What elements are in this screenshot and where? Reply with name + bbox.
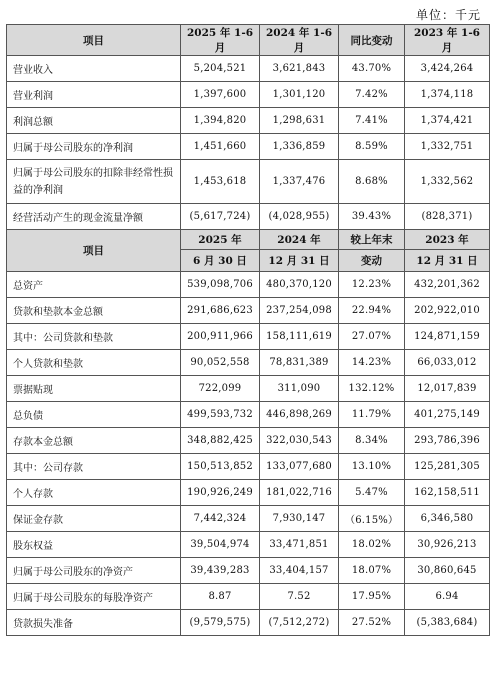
balance-section	[7, 272, 490, 636]
cell-v2: 1,301,120	[260, 82, 339, 108]
cell-v1: 291,686,623	[181, 298, 260, 324]
cell-v4: 1,374,421	[405, 108, 490, 134]
unit-label: 单位：千元	[415, 8, 481, 22]
table-row	[7, 376, 490, 402]
table-row	[7, 272, 490, 298]
table-header-row	[7, 230, 490, 250]
cell-v4: 1,332,562	[405, 160, 490, 204]
table-row	[7, 584, 490, 610]
table-row	[7, 610, 490, 636]
table-row	[7, 454, 490, 480]
cell-v4: 12,017,839	[405, 376, 490, 402]
header-change-b: 变动	[339, 250, 405, 272]
cell-v4: 30,926,213	[405, 532, 490, 558]
cell-v4: 125,281,305	[405, 454, 490, 480]
table-row	[7, 56, 490, 82]
cell-v2: 33,404,157	[260, 558, 339, 584]
table-row	[7, 134, 490, 160]
row-label: 票据贴现	[7, 376, 181, 402]
table-row	[7, 298, 490, 324]
cell-v3: 18.02%	[339, 532, 405, 558]
cell-v3: 7.42%	[339, 82, 405, 108]
cell-v3: 8.59%	[339, 134, 405, 160]
cell-v4: 202,922,010	[405, 298, 490, 324]
cell-v2: 158,111,619	[260, 324, 339, 350]
row-label: 经营活动产生的现金流量净额	[7, 204, 181, 230]
cell-v4: (5,383,684)	[405, 610, 490, 636]
table-row	[7, 350, 490, 376]
row-label: 归属于母公司股东的扣除非经常性损益的净利润	[7, 160, 181, 204]
cell-v2: 322,030,543	[260, 428, 339, 454]
cell-v2: 1,336,859	[260, 134, 339, 160]
cell-v2: 480,370,120	[260, 272, 339, 298]
balance-header	[7, 230, 490, 272]
cell-v3: 7.41%	[339, 108, 405, 134]
cell-v4: 1,374,118	[405, 82, 490, 108]
header-item-2: 项目	[7, 230, 181, 272]
cell-v1: 7,442,324	[181, 506, 260, 532]
table-header-row	[7, 25, 490, 56]
row-label: 股东权益	[7, 532, 181, 558]
cell-v3: 39.43%	[339, 204, 405, 230]
header-2024-year: 2024 年	[260, 230, 339, 250]
cell-v2: (4,028,955)	[260, 204, 339, 230]
cell-v1: 1,394,820	[181, 108, 260, 134]
row-label: 其中：公司贷款和垫款	[7, 324, 181, 350]
cell-v2: 7.52	[260, 584, 339, 610]
row-label: 贷款和垫款本金总额	[7, 298, 181, 324]
cell-v1: 539,098,706	[181, 272, 260, 298]
financial-summary-table	[6, 24, 490, 636]
cell-v1: 8.87	[181, 584, 260, 610]
cell-v3: 12.23%	[339, 272, 405, 298]
cell-v4: 6,346,580	[405, 506, 490, 532]
cell-v3: 17.95%	[339, 584, 405, 610]
cell-v2: 33,471,851	[260, 532, 339, 558]
cell-v1: 39,439,283	[181, 558, 260, 584]
row-label: 总负债	[7, 402, 181, 428]
cell-v2: (7,512,272)	[260, 610, 339, 636]
header-item: 项目	[7, 25, 181, 56]
row-label: 营业收入	[7, 56, 181, 82]
header-2025-year: 2025 年	[181, 230, 260, 250]
cell-v2: 133,077,680	[260, 454, 339, 480]
table-row	[7, 82, 490, 108]
row-label: 归属于母公司股东的每股净资产	[7, 584, 181, 610]
cell-v3: 43.70%	[339, 56, 405, 82]
cell-v3: 11.79%	[339, 402, 405, 428]
header-2025-h1: 2025 年 1-6 月	[181, 25, 260, 56]
cell-v4: 124,871,159	[405, 324, 490, 350]
row-label: 利润总额	[7, 108, 181, 134]
table-row	[7, 532, 490, 558]
table-row	[7, 108, 490, 134]
cell-v3: （6.15%）	[339, 506, 405, 532]
cell-v1: 190,926,249	[181, 480, 260, 506]
cell-v4: (828,371)	[405, 204, 490, 230]
cell-v1: 90,052,558	[181, 350, 260, 376]
row-label: 归属于母公司股东的净利润	[7, 134, 181, 160]
header-2024-h1: 2024 年 1-6 月	[260, 25, 339, 56]
cell-v2: 446,898,269	[260, 402, 339, 428]
cell-v2: 1,337,476	[260, 160, 339, 204]
row-label: 个人贷款和垫款	[7, 350, 181, 376]
cell-v4: 1,332,751	[405, 134, 490, 160]
cell-v1: 5,204,521	[181, 56, 260, 82]
cell-v4: 162,158,511	[405, 480, 490, 506]
cell-v3: 8.68%	[339, 160, 405, 204]
header-2023-date: 12 月 31 日	[405, 250, 490, 272]
cell-v3: 14.23%	[339, 350, 405, 376]
cell-v2: 311,090	[260, 376, 339, 402]
header-2023-year: 2023 年	[405, 230, 490, 250]
header-2024-date: 12 月 31 日	[260, 250, 339, 272]
table-row	[7, 402, 490, 428]
table-row	[7, 204, 490, 230]
row-label: 存款本金总额	[7, 428, 181, 454]
cell-v3: 132.12%	[339, 376, 405, 402]
cell-v1: 1,453,618	[181, 160, 260, 204]
table-row	[7, 506, 490, 532]
cell-v3: 22.94%	[339, 298, 405, 324]
cell-v3: 5.47%	[339, 480, 405, 506]
cell-v1: 1,451,660	[181, 134, 260, 160]
cell-v3: 27.07%	[339, 324, 405, 350]
income-section	[7, 56, 490, 230]
header-yoy-change: 同比变动	[339, 25, 405, 56]
cell-v1: 1,397,600	[181, 82, 260, 108]
cell-v4: 432,201,362	[405, 272, 490, 298]
cell-v1: 150,513,852	[181, 454, 260, 480]
header-2023-h1: 2023 年 1-6 月	[405, 25, 490, 56]
cell-v1: 348,882,425	[181, 428, 260, 454]
row-label: 归属于母公司股东的净资产	[7, 558, 181, 584]
cell-v1: 722,099	[181, 376, 260, 402]
cell-v1: (5,617,724)	[181, 204, 260, 230]
cell-v4: 293,786,396	[405, 428, 490, 454]
table-row	[7, 480, 490, 506]
row-label: 营业利润	[7, 82, 181, 108]
cell-v2: 78,831,389	[260, 350, 339, 376]
cell-v2: 237,254,098	[260, 298, 339, 324]
cell-v1: 200,911,966	[181, 324, 260, 350]
table-row	[7, 160, 490, 204]
cell-v2: 1,298,631	[260, 108, 339, 134]
header-change-a: 较上年末	[339, 230, 405, 250]
cell-v4: 30,860,645	[405, 558, 490, 584]
row-label: 保证金存款	[7, 506, 181, 532]
header-2025-date: 6 月 30 日	[181, 250, 260, 272]
cell-v1: 39,504,974	[181, 532, 260, 558]
cell-v1: (9,579,575)	[181, 610, 260, 636]
row-label: 总资产	[7, 272, 181, 298]
row-label: 其中：公司存款	[7, 454, 181, 480]
row-label: 贷款损失准备	[7, 610, 181, 636]
cell-v2: 7,930,147	[260, 506, 339, 532]
cell-v4: 3,424,264	[405, 56, 490, 82]
cell-v2: 3,621,843	[260, 56, 339, 82]
cell-v3: 8.34%	[339, 428, 405, 454]
cell-v3: 18.07%	[339, 558, 405, 584]
cell-v4: 6.94	[405, 584, 490, 610]
cell-v4: 66,033,012	[405, 350, 490, 376]
row-label: 个人存款	[7, 480, 181, 506]
cell-v1: 499,593,732	[181, 402, 260, 428]
table-row	[7, 428, 490, 454]
cell-v2: 181,022,716	[260, 480, 339, 506]
table-row	[7, 558, 490, 584]
cell-v3: 13.10%	[339, 454, 405, 480]
cell-v3: 27.52%	[339, 610, 405, 636]
table-row	[7, 324, 490, 350]
cell-v4: 401,275,149	[405, 402, 490, 428]
